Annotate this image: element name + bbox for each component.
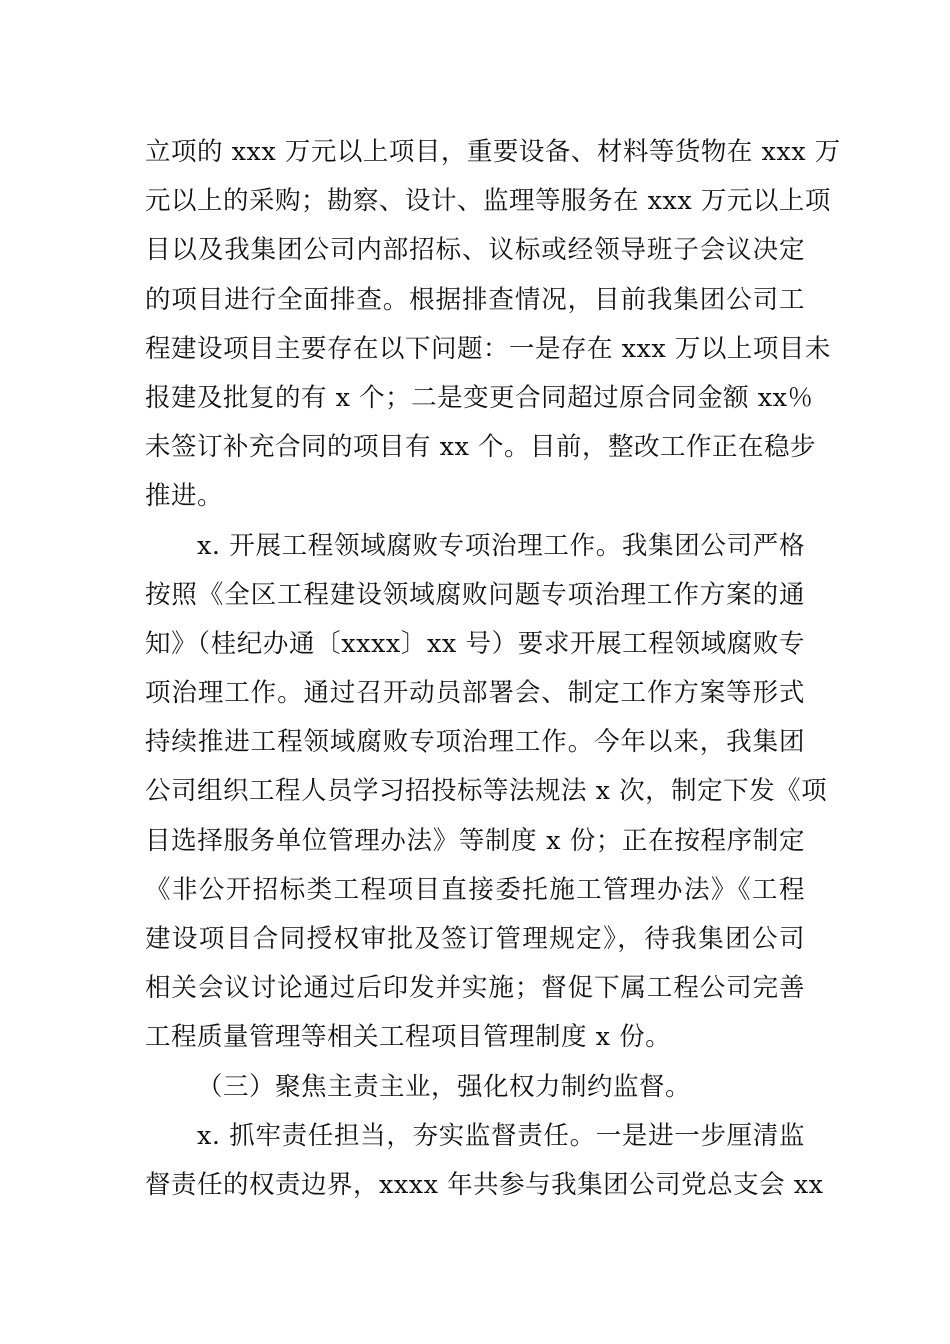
- text-line: 目以及我集团公司内部招标、议标或经领导班子会议决定: [145, 235, 805, 266]
- section-heading: （三）聚焦主责主业，强化权力制约监督。: [197, 1071, 692, 1102]
- text-line: 的项目进行全面排查。根据排查情况，目前我集团公司工: [145, 284, 805, 315]
- paragraph-start-line: x. 抓牢责任担当，夯实监督责任。一是进一步厘清监: [197, 1120, 805, 1151]
- text-line: 持续推进工程领域腐败专项治理工作。今年以来，我集团: [145, 727, 805, 758]
- text-line: 相关会议讨论通过后印发并实施；督促下属工程公司完善: [145, 973, 805, 1004]
- text-line: 《非公开招标类工程项目直接委托施工管理办法》《工程: [145, 874, 805, 905]
- paragraph-start-line: x. 开展工程领域腐败专项治理工作。我集团公司严格: [197, 530, 805, 561]
- text-line: 项治理工作。通过召开动员部署会、制定工作方案等形式: [145, 678, 805, 709]
- text-line: 按照《全区工程建设领域腐败问题专项治理工作方案的通: [145, 579, 805, 610]
- text-line: 程建设项目主要存在以下问题：一是存在 xxx 万以上项目未: [145, 333, 831, 364]
- text-line: 报建及批复的有 x 个；二是变更合同超过原合同金额 xx％: [145, 382, 814, 413]
- text-line: 立项的 xxx 万元以上项目，重要设备、材料等货物在 xxx 万: [145, 137, 841, 167]
- text-line: 知》（桂纪办通〔xxxx〕xx 号）要求开展工程领域腐败专: [145, 628, 805, 659]
- text-line: 督责任的权责边界，xxxx 年共参与我集团公司党总支会 xx: [145, 1169, 824, 1200]
- text-line: 工程质量管理等相关工程项目管理制度 x 份。: [145, 1022, 672, 1053]
- document-body: [145, 128, 841, 1210]
- text-line: 公司组织工程人员学习招投标等法规法 x 次，制定下发《项: [145, 776, 828, 807]
- text-line: 目选择服务单位管理办法》等制度 x 份；正在按程序制定: [145, 825, 805, 856]
- text-line: 未签订补充合同的项目有 xx 个。目前，整改工作正在稳步: [145, 432, 816, 463]
- text-line: 建设项目合同授权审批及签订管理规定》，待我集团公司: [145, 924, 805, 954]
- text-line: 推进。: [145, 481, 224, 512]
- text-line: 元以上的采购；勘察、设计、监理等服务在 xxx 万元以上项: [145, 186, 831, 217]
